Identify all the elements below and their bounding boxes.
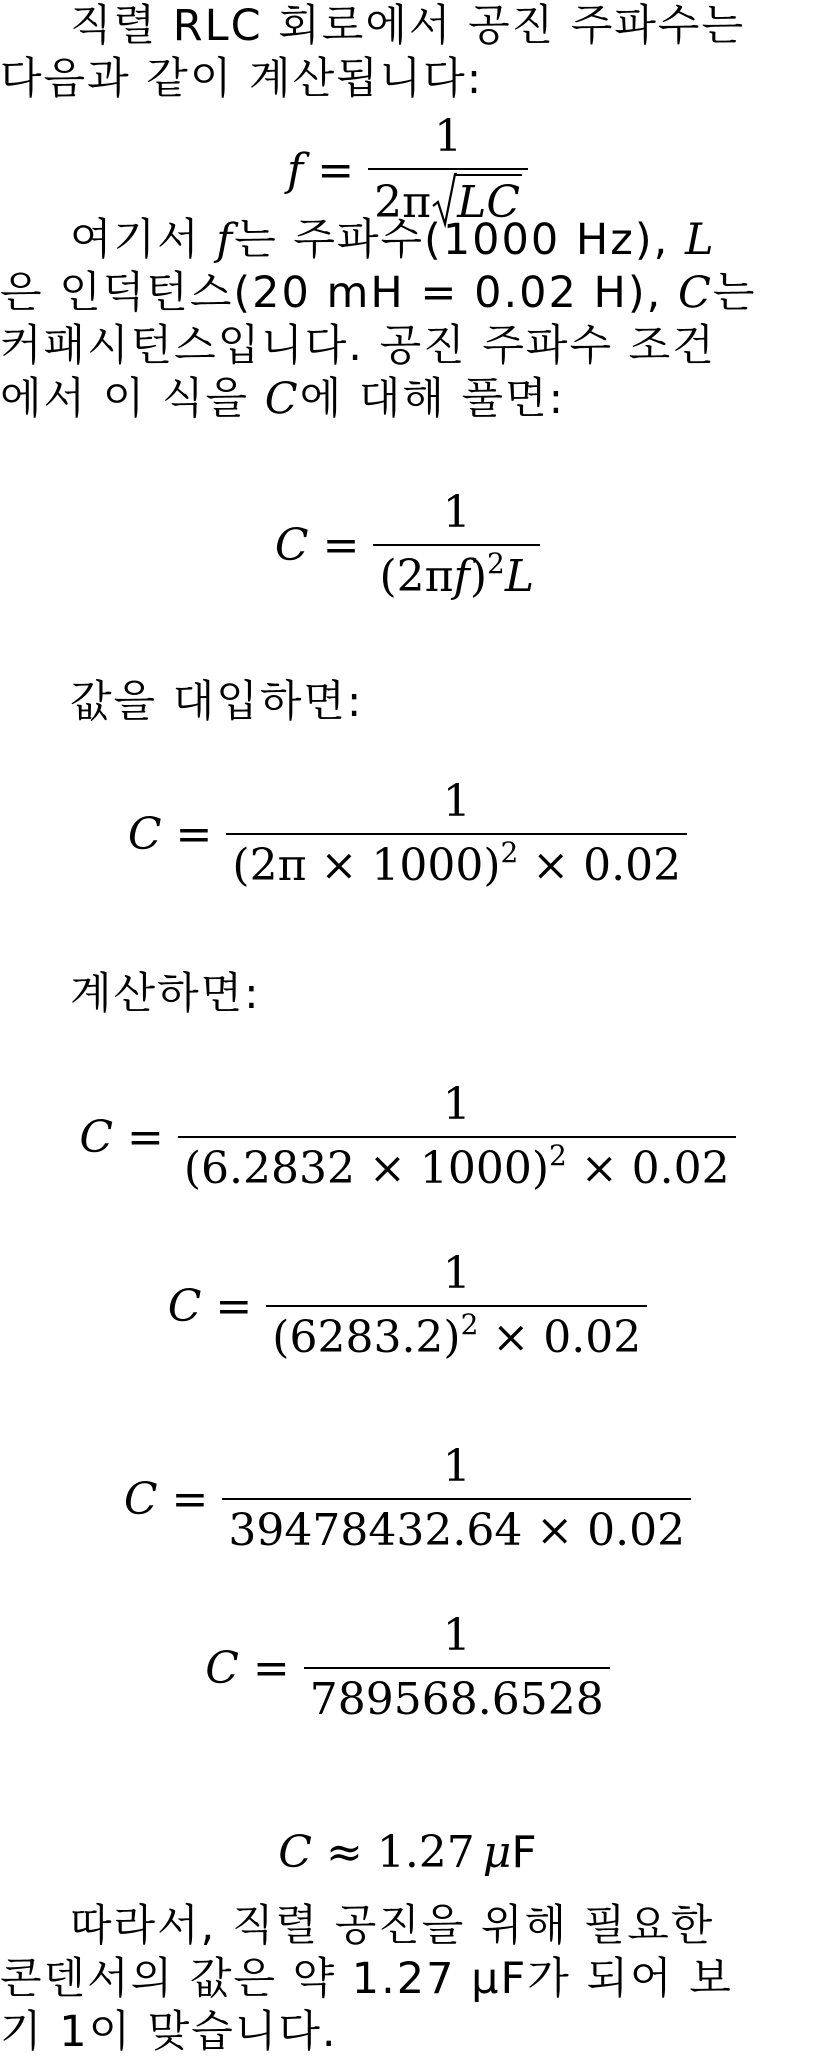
formula-lhs: C (79, 1111, 114, 1163)
fraction-numerator: 1 (442, 1610, 471, 1661)
formula-equals: = (175, 808, 213, 860)
formula-capacitance (0, 486, 815, 604)
fraction (226, 775, 687, 893)
conclusion-line-2: 콘덴서의 값은 약 1.27 μF가 되어 보 (0, 1954, 733, 2004)
formula-lhs: C (167, 1280, 202, 1332)
equation-step-2 (0, 1078, 815, 1196)
intro-line-1: 직렬 RLC 회로에서 공진 주파수는 (70, 1, 745, 51)
equation-step-3 (0, 1247, 815, 1365)
fraction (222, 1440, 691, 1558)
unit-farad: F (511, 1827, 537, 1878)
formula-lhs: f (287, 144, 304, 196)
fraction-denominator: $(2\pi \times 1000)^2 \times 0.02$ (232, 836, 682, 891)
fraction-denominator: $(6283.2)^2 \times 0.02$ (272, 1308, 642, 1363)
formula-resonance-frequency (0, 110, 815, 230)
result-line (0, 1826, 815, 1880)
fraction-numerator: 1 (442, 1079, 471, 1130)
conclusion-line-3: 기 1이 맞습니다. (0, 2007, 338, 2057)
radicand: LC (455, 174, 522, 230)
fraction-denominator: 789568.6528 (309, 1674, 604, 1725)
equation-step-5 (0, 1609, 815, 1727)
fraction-numerator: 1 (442, 1248, 471, 1299)
formula-lhs: C (123, 1473, 158, 1525)
var-C: C (677, 268, 713, 318)
var-L: L (684, 215, 716, 265)
fraction-denominator: $(6.2832 \times 1000)^2 \times 0.02$ (183, 1139, 730, 1194)
fraction (304, 1609, 610, 1727)
formula-lhs: C (274, 519, 309, 571)
var-C: C (264, 374, 300, 424)
fraction (178, 1078, 736, 1196)
formula-equals: = (322, 519, 360, 571)
formula-equals: = (171, 1473, 209, 1525)
formula-equals: = (252, 1642, 290, 1694)
approx-sign: ≈ (325, 1827, 363, 1878)
equation-step-1 (0, 775, 815, 893)
var-f: f (216, 215, 235, 265)
conclusion-line-1: 따라서, 직렬 공진을 위해 필요한 (70, 1901, 715, 1951)
equation-step-4 (0, 1440, 815, 1558)
formula-lhs: C (127, 808, 162, 860)
formula-lhs: C (205, 1642, 239, 1694)
formula-equals: = (215, 1280, 253, 1332)
formula-equals: = (127, 1111, 164, 1163)
fraction (373, 486, 540, 604)
explain-line-4: 에서 이 식을 C에 대해 풀면: (0, 374, 566, 424)
substitute-label: 값을 대입하면: (70, 677, 364, 727)
unit-micro: μ (482, 1827, 512, 1878)
intro-line-2: 다음과 같이 계산됩니다: (0, 54, 484, 104)
explain-line-3: 커패시턴스입니다. 공진 주파수 조건 (0, 321, 716, 371)
formula-equals: = (317, 144, 355, 196)
explain-line-1: 여기서 f는 주파수(1000 Hz), L (70, 215, 716, 265)
fraction-numerator: 1 (442, 1441, 471, 1492)
fraction (266, 1247, 647, 1365)
fraction-numerator: 1 (434, 111, 463, 162)
compute-label: 계산하면: (70, 969, 261, 1019)
fraction-numerator: 1 (442, 487, 471, 538)
fraction (368, 110, 528, 230)
den-two-pi: 2π (374, 177, 432, 228)
fraction-denominator: $(2\pi f)^2L$ (379, 547, 535, 602)
fraction-denominator: 39478432.64 × 0.02 (228, 1505, 686, 1556)
fraction-numerator: 1 (442, 776, 471, 827)
explain-line-2: 은 인덕턴스(20 mH = 0.02 H), C는 (0, 268, 757, 318)
result-value: 1.27 (376, 1827, 475, 1878)
result-lhs: C (278, 1827, 312, 1878)
